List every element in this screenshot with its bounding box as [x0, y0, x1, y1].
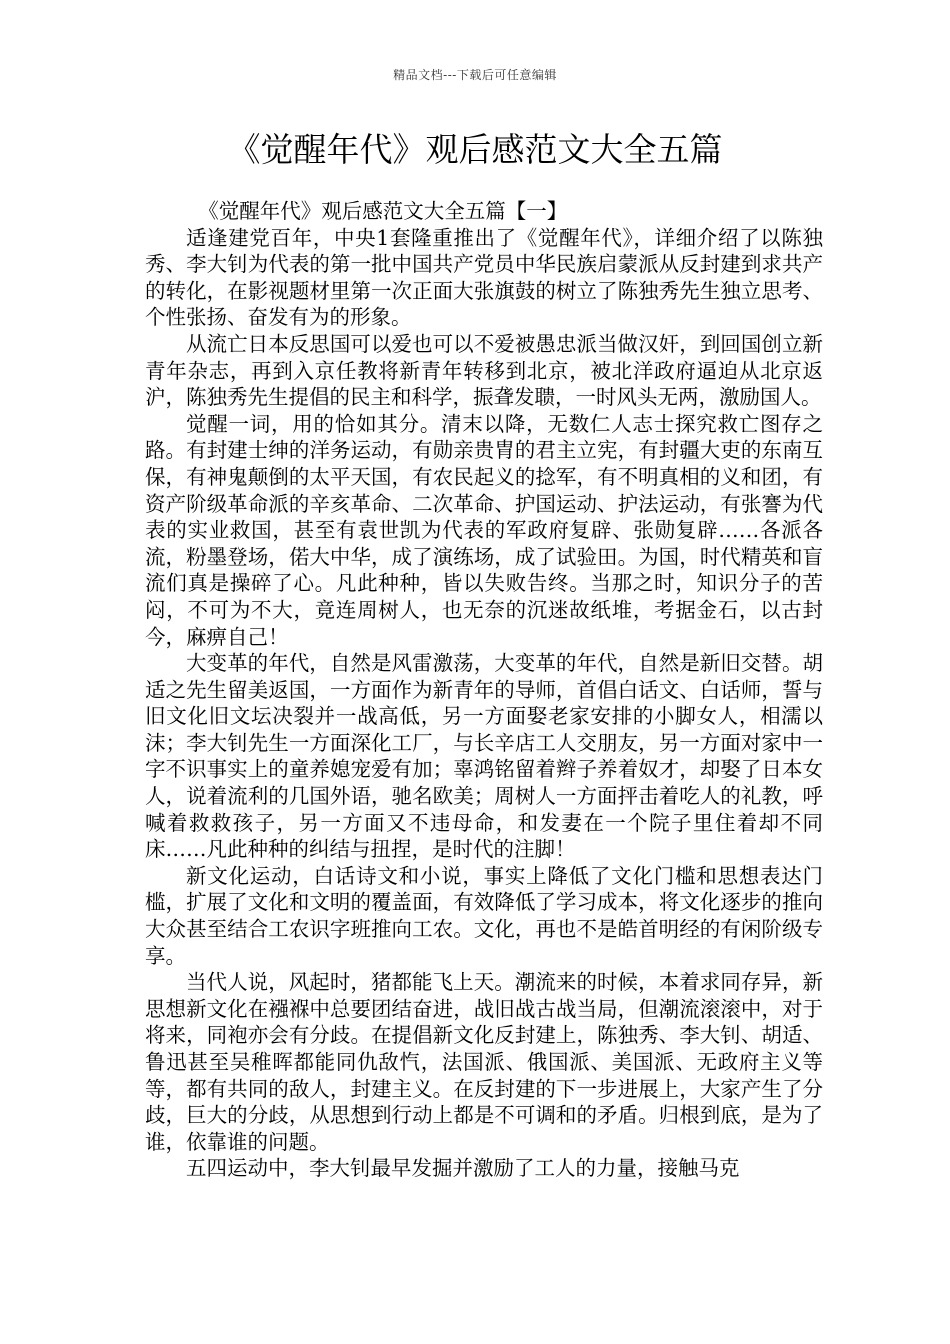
- paragraph: 觉醒一词，用的恰如其分。清末以降，无数仁人志士探究救亡图存之路。有封建士绅的洋务运动，有勋亲贵胄的君主立宪，有封疆大吏的东南互保，有神鬼颠倒的太平天国，有农民起义的捻军，有不明真相的义和团，有资产阶级革命派的辛亥革命、二次革命、护国运动、护法运动，有张謇为代表的实业救国，甚至有袁世凯为代表的军政府复辟、张勋复辟……各派各流，粉墨登场，偌大中华，成了演练场，成了试验田。为国，时代精英和盲流们真是操碎了心。凡此种种，皆以失败告终。当那之时，知识分子的苦闷，不可为不大，竟连周树人，也无奈的沉迷故纸堆，考据金石，以古封今，麻痹自己！: [145, 411, 823, 649]
- paragraph: 五四运动中，李大钊最早发掘并激励了工人的力量，接触马克: [186, 1156, 740, 1181]
- paragraph: 新文化运动，白话诗文和小说，事实上降低了文化门槛和思想表达门槛，扩展了文化和文明的覆盖面，有效降低了学习成本，将文化逐步的推向大众甚至结合工农识字班推向工农。文化，再也不是皓首明经的有闲阶级专享。: [145, 863, 823, 968]
- section-heading: 《觉醒年代》观后感范文大全五篇【一】: [198, 199, 568, 223]
- paragraph: 适逢建党百年，中央1套隆重推出了《觉醒年代》，详细介绍了以陈独秀、李大钊为代表的第一批中国共产党员中华民族启蒙派从反封建到求共产的转化，在影视题材里第一次正面大张旗鼓的树立了陈独秀先生独立思考、个性张扬、奋发有为的形象。: [145, 225, 823, 330]
- header-note: 精品文档---下载后可任意编辑: [393, 68, 557, 82]
- paragraph: 当代人说，风起时，猪都能飞上天。潮流来的时候，本着求同存异，新思想新文化在襁褓中总要团结奋进，战旧战古战当局，但潮流滚滚中，对于将来，同袍亦会有分歧。在提倡新文化反封建上，陈独秀、李大钊、胡适、鲁迅甚至吴稚晖都能同仇敌忾，法国派、俄国派、美国派、无政府主义等等，都有共同的敌人，封建主义。在反封建的下一步进展上，大家产生了分歧，巨大的分歧，从思想到行动上都是不可调和的矛盾。归根到底，是为了谁，依靠谁的问题。: [145, 970, 823, 1154]
- paragraph: 大变革的年代，自然是风雷激荡，大变革的年代，自然是新旧交替。胡适之先生留美返国，一方面作为新青年的导师，首倡白话文、白话师，誓与旧文化旧文坛决裂并一战高低，另一方面娶老家安排的小脚女人，相濡以沫；李大钊先生一方面深化工厂，与长辛店工人交朋友，另一方面对家中一字不识事实上的童养媳宠爱有加；辜鸿铭留着辫子养着奴才，却娶了日本女人，说着流利的几国外语，驰名欧美；周树人一方面抨击着吃人的礼教，呼喊着救救孩子，另一方面又不违母命，和发妻在一个院子里住着却不同床……凡此种种的纠结与扭捏，是时代的注脚！: [145, 651, 823, 862]
- document-title: 《觉醒年代》观后感范文大全五篇: [227, 130, 723, 169]
- paragraph: 从流亡日本反思国可以爱也可以不爱被愚忠派当做汉奸，到回国创立新青年杂志，再到入京任教将新青年转移到北京，被北洋政府逼迫从北京返沪，陈独秀先生提倡的民主和科学，振聋发聩，一时风头无两，激励国人。: [145, 331, 823, 410]
- document-body: [145, 198, 823, 1182]
